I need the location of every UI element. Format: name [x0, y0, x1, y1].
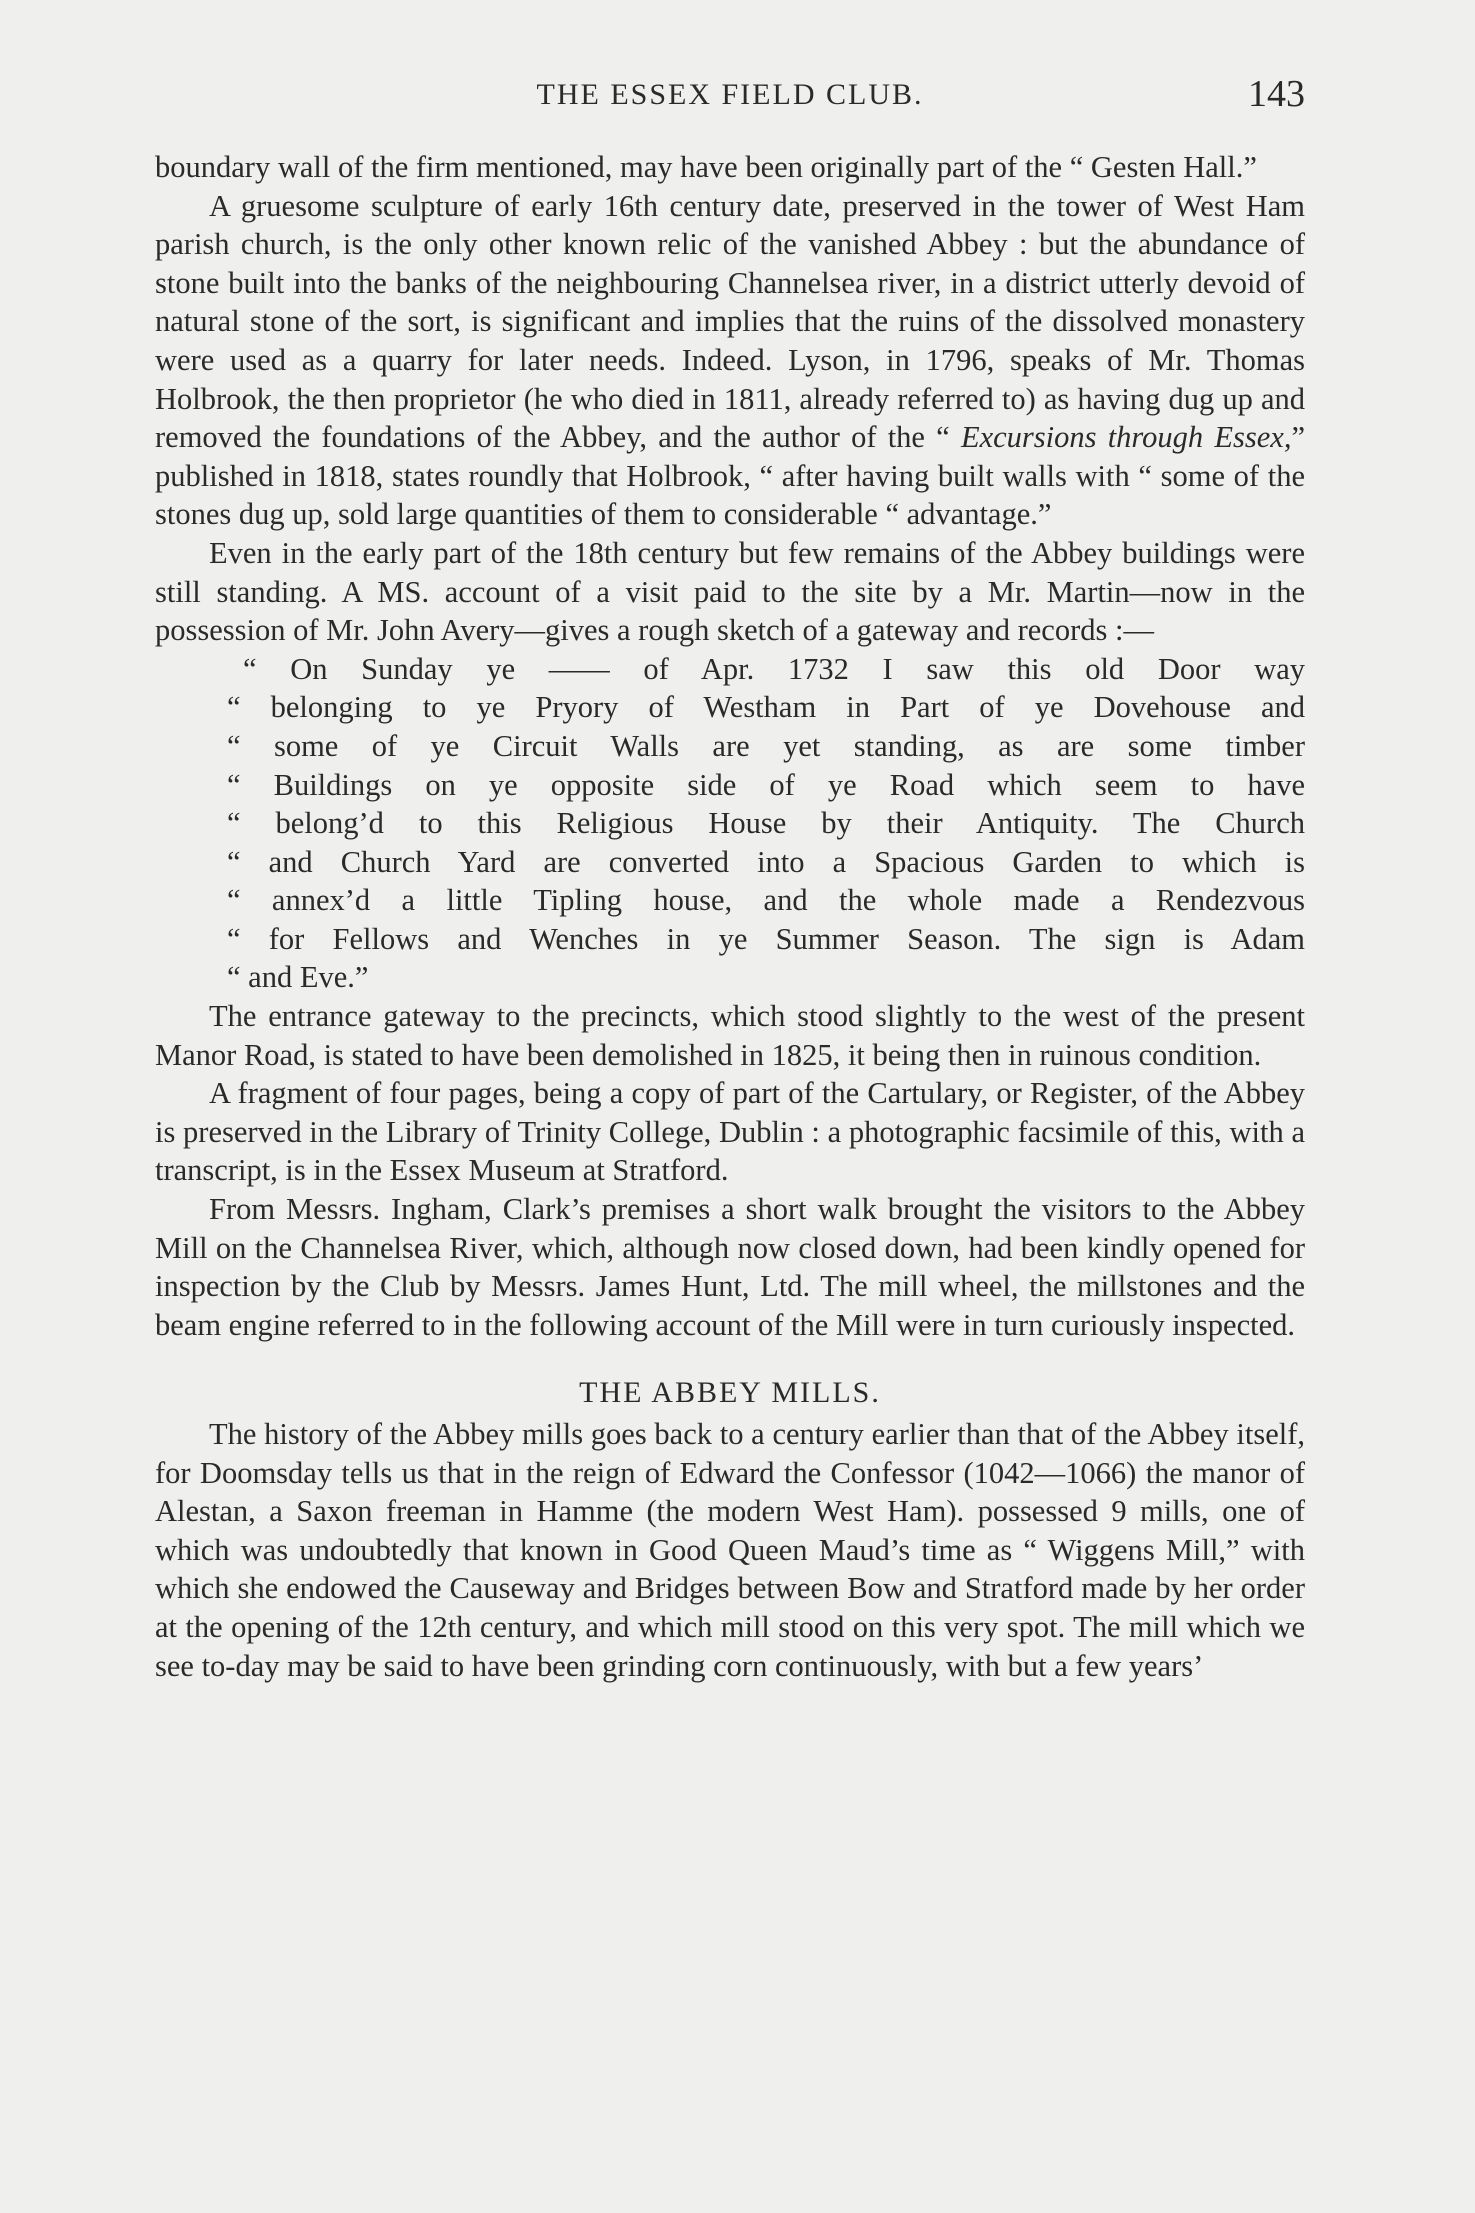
paragraph-sculpture-tail: ” published in 1818, states roundly that Holbrook, “ after having built walls with “ some of the stones dug up, sold large quantities of them to considerable “ advantage.”	[155, 420, 1306, 532]
body-text	[155, 148, 1305, 1685]
section-heading: THE ABBEY MILLS.	[579, 1376, 881, 1410]
paragraph-mill-history: The history of the Abbey mills goes back to a century earlier than that of the Abbey itself, for Doomsday tells us that in the reign of Edward the Confessor (1042—1066) the manor of Alestan, a Saxon freeman in Hamme (the modern West Ham). possessed 9 mills, one of which was undoubtedly that known in Good Queen Maud’s time as “ Wiggens Mill,” with which she endowed the Causeway and Bridges between Bow and Stratford made by her order at the opening of the 12th century, and which mill stood on this very spot. The mill which we see to-day may be said to have been grinding corn continuously, with but a few years’	[155, 1417, 1305, 1683]
page-number: 143	[1248, 73, 1305, 115]
quote-line: “ and Church Yard are converted into a Spacious Garden to which is	[227, 844, 1305, 879]
quote-line: “ and Eve.”	[227, 960, 369, 995]
block-quote	[227, 650, 1305, 997]
paragraph-sculpture-text: A gruesome sculpture of early 16th century date, preserved in the tower of West Ham parish church, is the only other known relic of the vanished Abbey : but the abundance of stone built into the banks of the neighbouring Channelsea river, in a district utterly devoid of natural stone of the sort, is significant and implies that the ruins of the dissolved monastery were used as a quarry for later needs. Indeed. Lyson, in 1796, speaks of Mr. Thomas Holbrook, the then proprietor (he who died in 1811, already referred to) as having dug up and removed the foundations of the Abbey, and the author of the “	[155, 188, 1305, 455]
book-title-italic: Excursions through Essex,	[960, 420, 1292, 455]
quote-line: “ for Fellows and Wenches in ye Summer Season. The sign is Adam	[227, 921, 1305, 956]
page-header	[155, 72, 1305, 122]
quote-line: “ Buildings on ye opposite side of ye Road which seem to have	[227, 767, 1305, 802]
paragraph-eighteenth-century: Even in the early part of the 18th century but few remains of the Abbey buildings were still standing. A MS. account of a visit paid to the site by a Mr. Martin—now in the possession of Mr. John Avery—gives a rough sketch of a gateway and records :—	[155, 535, 1305, 648]
paragraph-gateway: The entrance gateway to the precincts, which stood slightly to the west of the present Manor Road, is stated to have been demolished in 1825, it being then in ruinous condition.	[155, 999, 1305, 1072]
paragraph-sculpture	[155, 187, 1305, 534]
quote-line: “ belong’d to this Religious House by their Antiquity. The Church	[227, 806, 1305, 841]
quote-line: “ belonging to ye Pryory of Westham in Part of ye Dovehouse and	[227, 690, 1305, 725]
paragraph-continuation: boundary wall of the firm mentioned, may have been originally part of the “ Gesten Hall.”	[155, 150, 1257, 184]
running-title: THE ESSEX FIELD CLUB.	[536, 78, 924, 111]
quote-line: “ some of ye Circuit Walls are yet standing, as are some timber	[227, 728, 1305, 763]
paragraph-cartulary: A fragment of four pages, being a copy of part of the Cartulary, or Register, of the Abbey is preserved in the Library of Trinity College, Dublin : a photographic facsimile of this, with a transcript, is in the Essex Museum at Stratford.	[155, 1076, 1305, 1188]
paragraph-abbey-mill-visit: From Messrs. Ingham, Clark’s premises a short walk brought the visitors to the Abbey Mill on the Channelsea River, which, although now closed down, had been kindly opened for inspection by the Club by Messrs. James Hunt, Ltd. The mill wheel, the millstones and the beam engine referred to in the following account of the Mill were in turn curiously inspected.	[155, 1192, 1305, 1342]
quote-line: “ annex’d a little Tipling house, and the whole made a Rendezvous	[227, 883, 1305, 918]
quote-line: “ On Sunday ye —— of Apr. 1732 I saw this old Door way	[243, 651, 1305, 686]
